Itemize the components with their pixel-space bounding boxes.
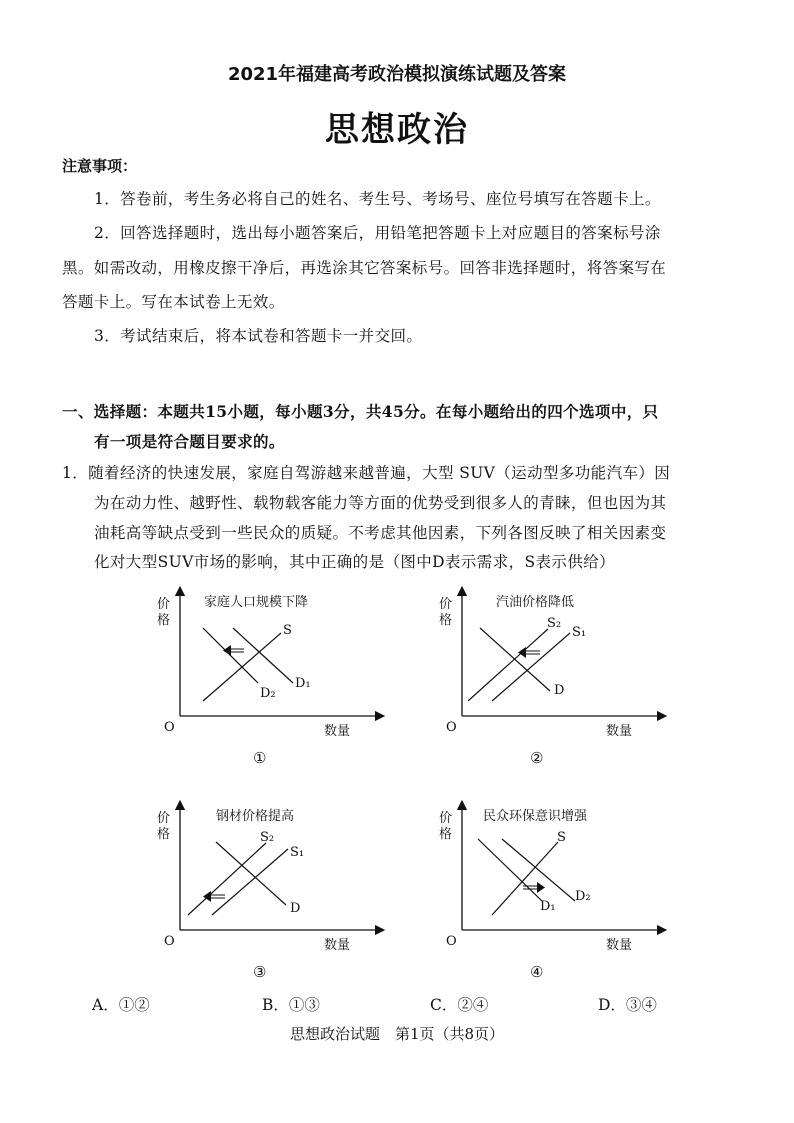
section-1-heading-cont: 有一项是符合题目要求的。 — [94, 432, 285, 451]
graph-4-label-d1: D₁ — [540, 899, 556, 914]
graph-4-ylabel-top: 价 — [439, 811, 453, 826]
option-a[interactable]: A．①② — [92, 996, 150, 1014]
graph-3 — [148, 797, 388, 987]
subject-title: 思想政治 — [325, 110, 469, 150]
graph-2-number: ② — [530, 749, 544, 767]
graph-1-origin: O — [164, 720, 175, 735]
graph-2-ylabel-bottom: 格 — [439, 613, 453, 628]
notice-item-2-line-3: 答题卡上。写在本试卷上无效。 — [62, 293, 285, 311]
graph-3-ylabel-bottom: 格 — [157, 827, 171, 842]
graph-2-origin: O — [446, 720, 457, 735]
graph-2-xlabel: 数量 — [606, 724, 633, 739]
notice-item-2-line-2: 黑。如需改动，用橡皮擦干净后，再选涂其它答案标号。回答非选择题时，将答案写在 — [62, 259, 667, 277]
graph-4-label-d2: D₂ — [575, 889, 591, 904]
graph-2-shift-arrow — [518, 647, 540, 658]
graph-4-title: 民众环保意识增强 — [483, 809, 588, 824]
graph-3-demand-curve — [216, 842, 286, 905]
graph-1-label-s: S — [283, 623, 292, 638]
graph-4-number: ④ — [530, 963, 544, 981]
section-1-heading: 一、选择题：本题共15小题，每小题3分，共45分。在每小题给出的四个选项中，只 — [62, 402, 659, 421]
notice-item-1: 1．答卷前，考生务必将自己的姓名、考生号、考场号、座位号填写在答题卡上。 — [94, 190, 661, 208]
graph-3-ylabel-top: 价 — [157, 811, 171, 826]
notice-heading: 注意事项： — [62, 157, 138, 175]
graph-1-shift-arrow — [223, 645, 244, 656]
graph-3-origin: O — [164, 934, 175, 949]
graph-1-title: 家庭人口规模下降 — [204, 595, 309, 610]
graph-2-label-s1: S₁ — [572, 625, 587, 640]
question-1-line-3: 油耗高等缺点受到一些民众的质疑。不考虑其他因素，下列各图反映了相关因素变 — [94, 524, 667, 542]
graph-1 — [148, 583, 388, 773]
graph-2-supply-curve-2 — [468, 629, 548, 701]
graph-2-axes — [430, 583, 670, 773]
question-1-line-2: 为在动力性、越野性、载物载客能力等方面的优势受到很多人的青睐，但也因为其 — [94, 494, 667, 512]
graph-4-label-s: S — [557, 830, 566, 845]
graph-4-axes — [430, 797, 670, 987]
graph-3-xlabel: 数量 — [324, 938, 351, 953]
question-1-line-4: 化对大型SUV市场的影响，其中正确的是（图中D表示需求，S表示供给） — [94, 553, 616, 571]
graph-4-xlabel: 数量 — [606, 938, 633, 953]
graph-2-label-d: D — [554, 683, 565, 698]
graph-1-label-d1: D₁ — [295, 676, 311, 691]
graph-3-axes — [148, 797, 388, 987]
graph-1-ylabel-top: 价 — [157, 597, 171, 612]
graph-1-xlabel: 数量 — [324, 724, 351, 739]
graph-3-label-d: D — [290, 901, 301, 916]
graph-4-origin: O — [446, 934, 457, 949]
graph-2-label-s2: S₂ — [547, 616, 562, 631]
option-d[interactable]: D．③④ — [598, 996, 657, 1014]
notice-item-2-line-1: 2．回答选择题时，选出每小题答案后，用铅笔把答题卡上对应题目的答案标号涂 — [94, 224, 661, 242]
graph-3-title: 钢材价格提高 — [216, 809, 295, 824]
document-title: 2021年福建高考政治模拟演练试题及答案 — [227, 64, 567, 85]
graph-4 — [430, 797, 670, 987]
graph-2 — [430, 583, 670, 773]
graph-4-shift-arrow — [523, 882, 545, 893]
notice-item-3: 3．考试结束后，将本试卷和答题卡一并交回。 — [94, 327, 423, 345]
option-b[interactable]: B．①③ — [262, 996, 320, 1014]
graph-2-ylabel-top: 价 — [439, 597, 453, 612]
page-footer: 思想政治试题 第1页（共8页） — [289, 1025, 505, 1043]
graph-1-number: ① — [253, 749, 267, 767]
graph-1-ylabel-bottom: 格 — [157, 613, 171, 628]
graph-1-label-d2: D₂ — [260, 686, 276, 701]
graph-3-label-s1: S₁ — [290, 845, 305, 860]
graph-3-number: ③ — [253, 963, 267, 981]
option-c[interactable]: C．②④ — [430, 996, 489, 1014]
graph-3-shift-arrow — [203, 891, 225, 902]
question-1-line-1: 1．随着经济的快速发展，家庭自驾游越来越普遍，大型 SUV（运动型多功能汽车）因 — [62, 464, 671, 482]
graph-4-ylabel-bottom: 格 — [439, 827, 453, 842]
graph-3-label-s2: S₂ — [260, 830, 275, 845]
graph-1-axes — [148, 583, 388, 773]
graph-2-title: 汽油价格降低 — [496, 595, 575, 610]
